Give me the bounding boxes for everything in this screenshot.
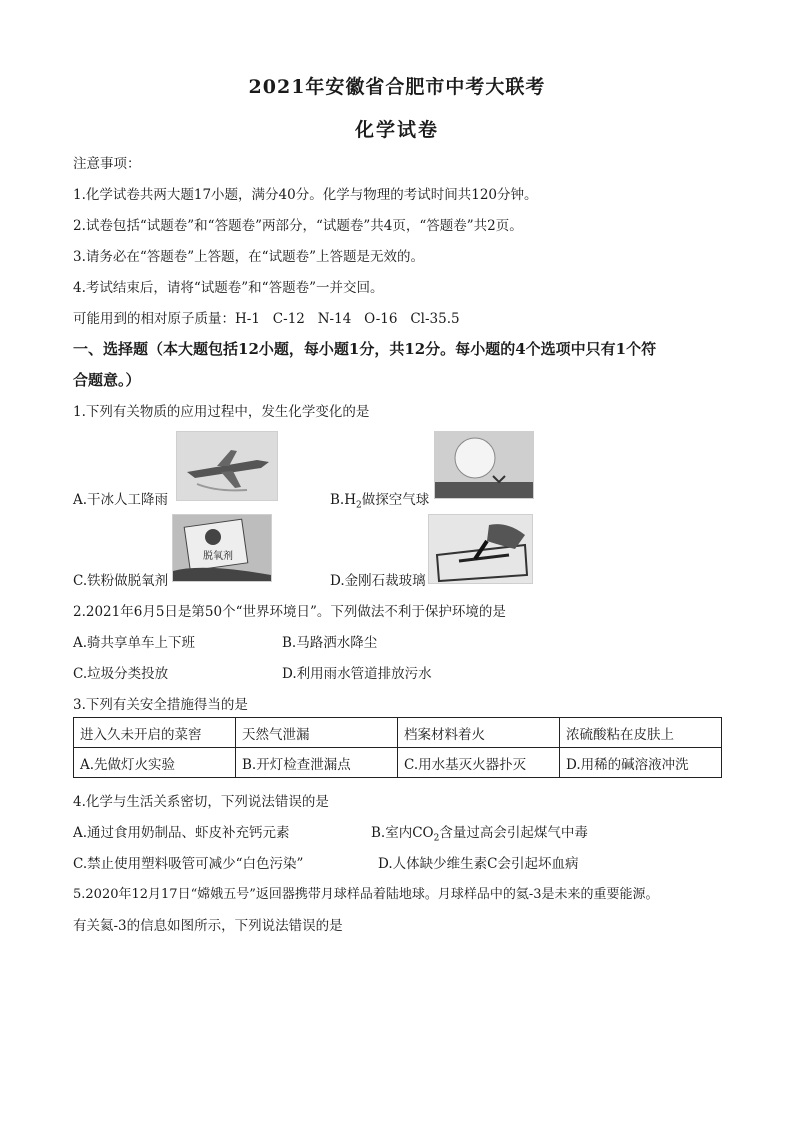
diamond-glass-picture	[428, 514, 533, 584]
q2-option-c: C.垃圾分类投放	[73, 666, 169, 682]
q3-safety-table	[73, 717, 722, 778]
note-item-2: 2.试卷包括“试题卷”和“答题卷”两部分，“试题卷”共4页，“答题卷”共2页。	[73, 218, 523, 234]
q1-stem: 1.下列有关物质的应用过程中，发生化学变化的是	[73, 404, 370, 420]
table-cell: 天然气泄漏	[236, 718, 398, 748]
table-row	[74, 748, 722, 778]
note-item-1: 1.化学试卷共两大题17小题，满分40分。化学与物理的考试时间共120分钟。	[73, 187, 538, 203]
table-cell: A.先做灯火实验	[74, 748, 236, 778]
q2-stem: 2.2021年6月5日是第50个“世界环境日”。下列做法不利于保护环境的是	[73, 604, 506, 620]
section-heading-2: 合题意。）	[73, 371, 141, 389]
table-row	[74, 718, 722, 748]
q2-option-d: D.利用雨水管道排放污水	[282, 666, 432, 682]
q4-option-c: C.禁止使用塑料吸管可减少“白色污染”	[73, 856, 304, 872]
q1-option-a: A.干冰人工降雨	[73, 492, 169, 508]
airplane-icon	[177, 432, 277, 500]
q5-line-1: 5.2020年12月17日“嫦娥五号”返回器携带月球样品着陆地球。月球样品中的氦-3是未来的重要能源。	[73, 887, 659, 902]
glass-cutter-icon	[429, 515, 532, 583]
table-cell: B.开灯检查泄漏点	[236, 748, 398, 778]
q4-option-b: B.室内$CO_2$含量过高会引起煤气中毒	[371, 825, 588, 844]
notes-heading: 注意事项：	[73, 156, 141, 172]
deoxidizer-packet-icon	[173, 515, 271, 581]
note-item-3: 3.请务必在“答题卷”上答题，在“试题卷”上答题是无效的。	[73, 249, 424, 265]
svg-text:脱氧剂: 脱氧剂	[203, 551, 233, 562]
table-cell: D.用稀的碱溶液冲洗	[560, 748, 722, 778]
q1-option-d: D.金刚石裁玻璃	[330, 573, 426, 589]
atomic-masses: 可能用到的相对原子质量：H-1 C-12 N-14 O-16 Cl-35.5	[73, 311, 460, 327]
section-heading-1: 一、选择题（本大题包括12小题，每小题1分，共12分。每小题的4个选项中只有1个符	[73, 340, 657, 358]
q1-option-b: $B.H_2$做探空气球	[330, 492, 430, 511]
q2-option-b: B.马路洒水降尘	[282, 635, 378, 651]
table-cell: 档案材料着火	[398, 718, 560, 748]
balloon-icon	[435, 432, 533, 498]
exam-title: 2021年安徽省合肥市中考大联考	[248, 76, 546, 98]
exam-subtitle: 化学试卷	[354, 119, 439, 141]
dry-ice-rain-picture	[176, 431, 278, 501]
q4-option-d: D.人体缺少维生素C会引起坏血病	[378, 856, 579, 872]
iron-deoxidizer-picture	[172, 514, 272, 582]
table-cell: 进入久未开启的菜窖	[74, 718, 236, 748]
balloon-picture	[434, 431, 534, 499]
table-cell: 浓硫酸粘在皮肤上	[560, 718, 722, 748]
q3-stem: 3.下列有关安全措施得当的是	[73, 697, 248, 713]
q1-option-c: C.铁粉做脱氧剂	[73, 573, 169, 589]
q4-stem: 4.化学与生活关系密切，下列说法错误的是	[73, 794, 329, 810]
q5-line-2: 有关氦-3的信息如图所示，下列说法错误的是	[73, 918, 343, 934]
table-cell: C.用水基灭火器扑灭	[398, 748, 560, 778]
q4-option-a: A.通过食用奶制品、虾皮补充钙元素	[73, 825, 290, 841]
note-item-4: 4.考试结束后，请将“试题卷”和“答题卷”一并交回。	[73, 280, 384, 296]
q2-option-a: A.骑共享单车上下班	[73, 635, 196, 651]
